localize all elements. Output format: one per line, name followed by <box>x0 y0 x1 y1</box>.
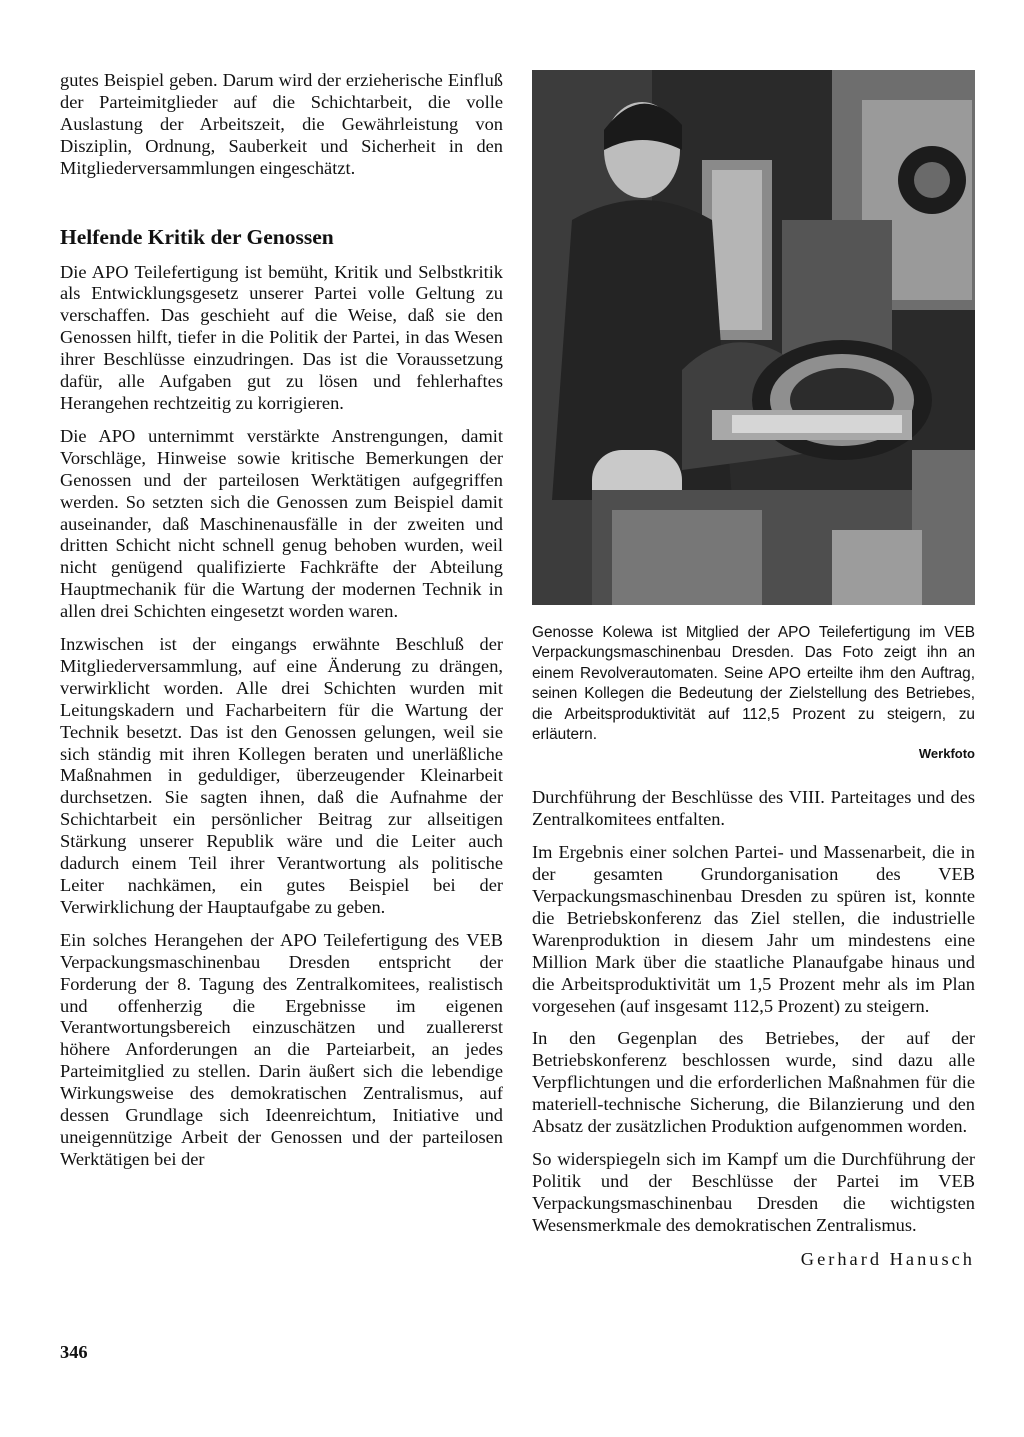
body-paragraph: Durchführung der Beschlüsse des VIII. Parteitages und des Zentralkomitees entfalten. <box>532 787 975 830</box>
machinist-photo-illustration <box>532 70 975 605</box>
author-name: Gerhard Hanusch <box>800 1248 975 1269</box>
body-paragraph: Im Ergebnis einer solchen Partei- und Massenarbeit, die in der gesamten Grundorganisation des VEB Verpackungsmaschinenbau Dresden zu spüren ist, konnte die Betriebskonferenz das Ziel stellen, die industrielle Warenproduktion in diesem Jahr um mindestens eine Million Mark über die staatliche Planaufgabe hinaus und die Arbeitsproduktivität um 1,5 Prozent mehr als im Plan vorgesehen (auf insgesamt 112,5 Prozent) zu steigern. <box>532 842 975 1016</box>
left-column <box>60 70 503 1182</box>
right-column <box>532 70 975 1270</box>
section-heading: Helfende Kritik der Genossen <box>60 224 334 249</box>
body-paragraph: So widerspiegeln sich im Kampf um die Durchführung der Politik und der Beschlüsse der Partei im VEB Verpackungsmaschinenbau Dresden die wichtigsten Wesensmerkmale des demokratischen Zentralismus. <box>532 1148 975 1235</box>
page-number: 346 <box>60 1342 88 1362</box>
body-paragraph: Die APO unternimmt verstärkte Anstrengungen, damit Vorschläge, Hinweise sowie kritische Bemerkungen der Genossen und der parteilosen Werktätigen aufgegriffen werden. So setzten sich die Genossen zum Beispiel damit auseinander, daß Maschinenausfälle in der zweiten und dritten Schicht nicht schnell genug behoben wurden, weil nicht genügend qualifizierte Fachkräfte der Abteilung Hauptmechanik für die Wartung der modernen Technik in allen drei Schichten eingesetzt worden waren. <box>60 425 503 622</box>
body-paragraph: Inzwischen ist der eingangs erwähnte Beschluß der Mitgliederversammlung, auf eine Änderung zu drängen, verwirklicht worden. Alle drei Schichten wurden mit Leitungskadern und Facharbeitern für die Wartung der Technik besetzt. Das ist den Genossen gelungen, weil sie sich ständig mit ihren Kollegen beraten und unerläßliche Maßnahmen in geduldiger, überzeugender Kleinarbeit durchsetzen. Sie sagten ihnen, daß die Aufnahme der Schichtarbeit ein persönlicher Beitrag zur allseitigen Stärkung unserer Republik wäre und die Leiter auch dadurch einem Teil ihrer Verantwortung als politische Leiter nachkämen, ein gutes Beispiel bei der Verwirklichung der Hauptaufgabe zu geben. <box>60 634 503 917</box>
body-paragraph: Ein solches Herangehen der APO Teilefertigung des VEB Verpackungsmaschinenbau Dresden entspricht der Forderung der 8. Tagung des Zentralkomitees, realistisch und offenherzig die Ergebnisse im eigenen Verantwortungsbereich einzuschätzen und zuallererst höhere Anforderungen an die Parteiarbeit, an jedes Parteimitglied zu stellen. Darin äußert sich die lebendige Wirkungsweise des demokratischen Zentralismus, auf dessen Grundlage sich Ideenreichtum, Initiative und uneigennützige Arbeit der Genossen und der parteilosen Werktätigen bei der <box>60 929 503 1169</box>
body-paragraph: In den Gegenplan des Betriebes, der auf der Betriebskonferenz beschlossen wurde, sind dazu alle Verpflichtungen und die erforderlichen Maßnahmen für die materiell-technische Sicherung, die Bilanzierung und den Absatz der zusätzlichen Produktion aufgenommen worden. <box>532 1028 975 1137</box>
photo-caption: Genosse Kolewa ist Mitglied der APO Teilefertigung im VEB Verpackungsmaschinenbau Dresden. Das Foto zeigt ihn an einem Revolverautomaten. Seine APO erteilte ihm den Auftrag, seinen Kollegen die Bedeutung der Zielstellung des Betriebes, die Arbeitsproduktivität auf 112,5 Prozent zu steigern, zu erläutern. <box>532 624 975 744</box>
photo-credit: Werkfoto <box>918 746 975 762</box>
intro-paragraph: gutes Beispiel geben. Darum wird der erzieherische Einfluß der Parteimitglieder auf die Schichtarbeit, die volle Auslastung der Arbeitszeit, die Gewährleistung von Disziplin, Ordnung, Sauberkeit und Sicherheit in den Mitgliederversammlungen eingeschätzt. <box>60 70 503 178</box>
machinist-photo <box>532 70 975 605</box>
body-paragraph: Die APO Teilefertigung ist bemüht, Kritik und Selbstkritik als Entwicklungsgesetz unserer Partei volle Geltung zu verschaffen. Das geschieht auf die Weise, daß sie den Genossen hilft, tiefer in die Politik der Partei, in das Wesen ihrer Beschlüsse einzudringen. Das ist die Voraussetzung dafür, alle Aufgaben gut zu lösen und fehlerhaftes Herangehen rechtzeitig zu korrigieren. <box>60 261 503 413</box>
